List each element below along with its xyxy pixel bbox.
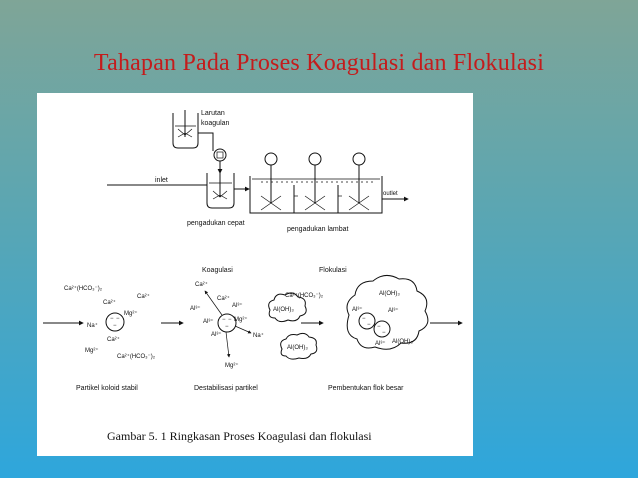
ion-al-2: Al³⁺ xyxy=(190,306,201,312)
ion-mg-4: Mg²⁺ xyxy=(225,363,239,369)
paddle-mixer-1 xyxy=(261,153,281,210)
coagulation-flocculation-figure xyxy=(37,93,473,456)
destabilized-particle xyxy=(218,314,236,332)
ion-aloh3-1: Al(OH)₃ xyxy=(273,307,294,313)
ion-aloh3-3: Al(OH)₃ xyxy=(379,291,400,297)
caption-flok: Pembentukan flok besar xyxy=(328,385,404,392)
flokulasi-label: Flokulasi xyxy=(319,267,347,274)
ion-aloh3-4: Al(OH)₃ xyxy=(392,339,413,345)
charge-minus: − xyxy=(382,330,386,336)
charge-minus: − xyxy=(222,317,226,323)
ion-aloh3-2: Al(OH)₃ xyxy=(287,345,308,351)
ion-ca-4: Ca²⁺ xyxy=(195,282,208,288)
charge-minus: − xyxy=(113,323,117,329)
ion-mg-3: Mg²⁺ xyxy=(234,317,248,323)
pengadukan-cepat-label: pengadukan cepat xyxy=(187,220,245,227)
charge-minus: − xyxy=(228,317,232,323)
ion-al-1: Al³⁺ xyxy=(232,303,243,309)
ion-na-2: Na⁺ xyxy=(253,333,264,339)
ion-ca-3: Ca²⁺ xyxy=(107,337,120,343)
figure-caption: Gambar 5. 1 Ringkasan Proses Koagulasi dan flokulasi xyxy=(107,429,372,443)
outlet-label: outlet xyxy=(383,191,398,197)
charge-minus: − xyxy=(367,322,371,328)
ion-ca-2: Ca²⁺ xyxy=(103,300,116,306)
ion-al-6: Al³⁺ xyxy=(388,308,399,314)
ion-mg-1: Mg²⁺ xyxy=(124,311,138,317)
inlet-label: inlet xyxy=(155,177,168,184)
paddle-mixer-2 xyxy=(305,153,325,210)
ion-na-1: Na⁺ xyxy=(87,323,98,329)
caption-destabilisasi: Destabilisasi partikel xyxy=(194,385,258,392)
dosing-pump xyxy=(214,149,226,161)
ion-al-5: Al³⁺ xyxy=(352,307,363,313)
ion-ca-hco3-2: Ca²⁺(HCO₃⁻)₂ xyxy=(117,354,156,360)
dosing-pipe xyxy=(198,133,213,151)
pengadukan-lambat-label: pengadukan lambat xyxy=(287,226,349,233)
ion-al-7: Al³⁺ xyxy=(375,341,386,347)
floc-particle-1 xyxy=(359,313,375,329)
charge-minus: − xyxy=(377,324,381,330)
floc-particle-2 xyxy=(374,321,390,337)
pump-motor xyxy=(217,152,223,158)
ion-ca-1: Ca²⁺ xyxy=(137,294,150,300)
koagulasi-label: Koagulasi xyxy=(202,267,233,274)
coagulant-tank xyxy=(173,110,198,148)
stable-colloid-particle xyxy=(106,313,124,331)
rapid-mix-tank xyxy=(207,167,234,208)
larutan-label: Larutan xyxy=(201,110,225,117)
charge-minus: − xyxy=(362,316,366,322)
ion-ca-hco3-1: Ca²⁺(HCO₃⁻)₂ xyxy=(64,286,103,292)
charge-minus: − xyxy=(116,316,120,322)
ion-al-3: Al³⁺ xyxy=(203,319,214,325)
paddle-mixer-3 xyxy=(349,153,369,210)
ion-ca-5: Ca²⁺ xyxy=(217,296,230,302)
slow-mix-basin xyxy=(250,176,382,213)
charge-minus: − xyxy=(225,324,229,330)
ion-al-4: Al³⁺ xyxy=(211,332,222,338)
ion-ca-hco3-3: Ca²⁺(HCO₃⁻)₂ xyxy=(285,293,324,299)
koagulan-label: koagulan xyxy=(201,120,230,127)
process-diagram xyxy=(37,93,473,456)
ion-mg-2: Mg²⁺ xyxy=(85,348,99,354)
caption-stabil: Partikel koloid stabil xyxy=(76,385,138,392)
slide-title: Tahapan Pada Proses Koagulasi dan Flokulasi xyxy=(93,50,545,76)
charge-minus: − xyxy=(110,316,114,322)
